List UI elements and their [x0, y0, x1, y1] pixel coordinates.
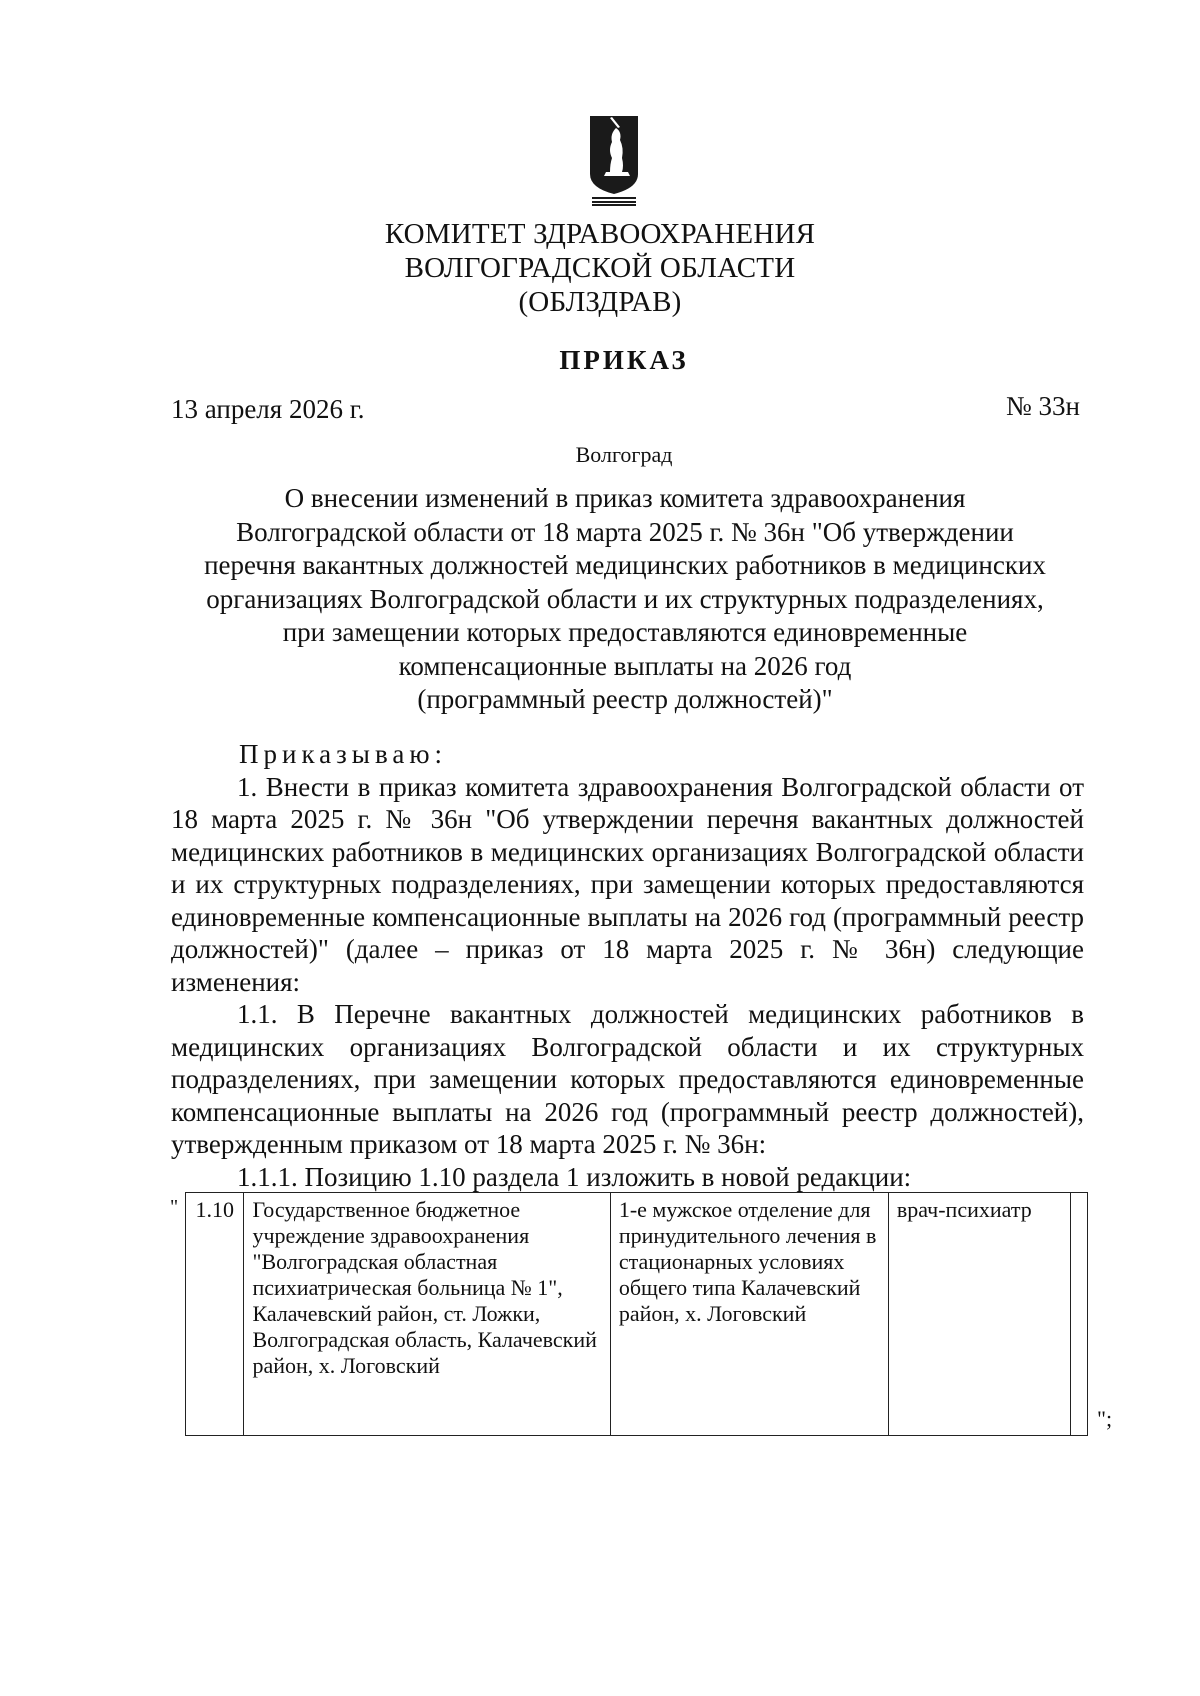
table-close-quote: ";	[1097, 1406, 1113, 1431]
subject-line: организациях Волгоградской области и их структурных подразделениях,	[206, 583, 1044, 614]
subject-line: при замещении которых предоставляются единовременные	[282, 617, 968, 647]
empty-cell	[1070, 1193, 1087, 1436]
document-number: № 33н	[1006, 391, 1080, 421]
org-line-3: (ОБЛЗДРАВ)	[518, 286, 682, 318]
organization-cell: Государственное бюджетное учреждение здравоохранения "Волгоградская областная психиатрическая больница № 1", Калачевский район, ст. Ложки, Волгоградская область, Калачевский район, х. Логовский	[244, 1193, 610, 1436]
subject-line: О внесении изменений в приказ комитета здравоохранения	[284, 483, 966, 513]
table-row	[186, 1193, 1088, 1436]
position-table	[185, 1192, 1088, 1436]
order-lead: Приказываю:	[239, 739, 447, 769]
subject-line: Волгоградской области от 18 марта 2025 г. № 36н "Об утверждении	[236, 516, 1014, 547]
volgograd-coat-of-arms-icon	[588, 114, 640, 206]
subject-line: перечня вакантных должностей медицинских работников в медицинских	[204, 550, 1046, 580]
org-line-2: ВОЛГОГРАДСКОЙ ОБЛАСТИ	[404, 252, 796, 284]
paragraph-1-1-1: 1.1.1. Позицию 1.10 раздела 1 изложить в новой редакции:	[237, 1161, 912, 1192]
paragraph-1-1: 1.1. В Перечне вакантных должностей медицинских работников в медицинских организациях Волгоградской области и их структурных подразделениях, при замещении которых предоставляются единовременные компенсационные выплаты на 2026 год (программный реестр должностей), утвержденным приказом от 18 марта 2025 г. № 36н:	[171, 999, 1084, 1159]
table-open-quote: "	[170, 1196, 179, 1218]
subject-line: (программный реестр должностей)"	[417, 684, 833, 714]
document-date: 13 апреля 2026 г.	[171, 394, 365, 424]
position-cell: врач-психиатр	[888, 1193, 1070, 1436]
document-type: ПРИКАЗ	[559, 345, 689, 375]
document-body	[171, 738, 1084, 1193]
position-number: 1.10	[186, 1193, 244, 1436]
document-city: Волгоград	[575, 442, 673, 467]
organization-name	[0, 217, 1200, 319]
department-cell: 1-е мужское отделение для принудительного лечения в стационарных условиях общего типа Калачевский район, х. Логовский	[610, 1193, 888, 1436]
org-line-1: КОМИТЕТ ЗДРАВООХРАНЕНИЯ	[384, 218, 816, 250]
subject-line: компенсационные выплаты на 2026 год	[398, 650, 852, 681]
document-subject	[160, 482, 1090, 717]
paragraph-1: 1. Внести в приказ комитета здравоохранения Волгоградской области от 18 марта 2025 г. № 36н "Об утверждении перечня вакантных должностей медицинских работников в медицинских организациях Волгоградской области и их структурных подразделениях, при замещении которых предоставляются единовременные компенсационные выплаты на 2026 год (программный реестр должностей)" (далее – приказ от 18 марта 2025 г. № 36н) следующие изменения:	[171, 771, 1084, 997]
